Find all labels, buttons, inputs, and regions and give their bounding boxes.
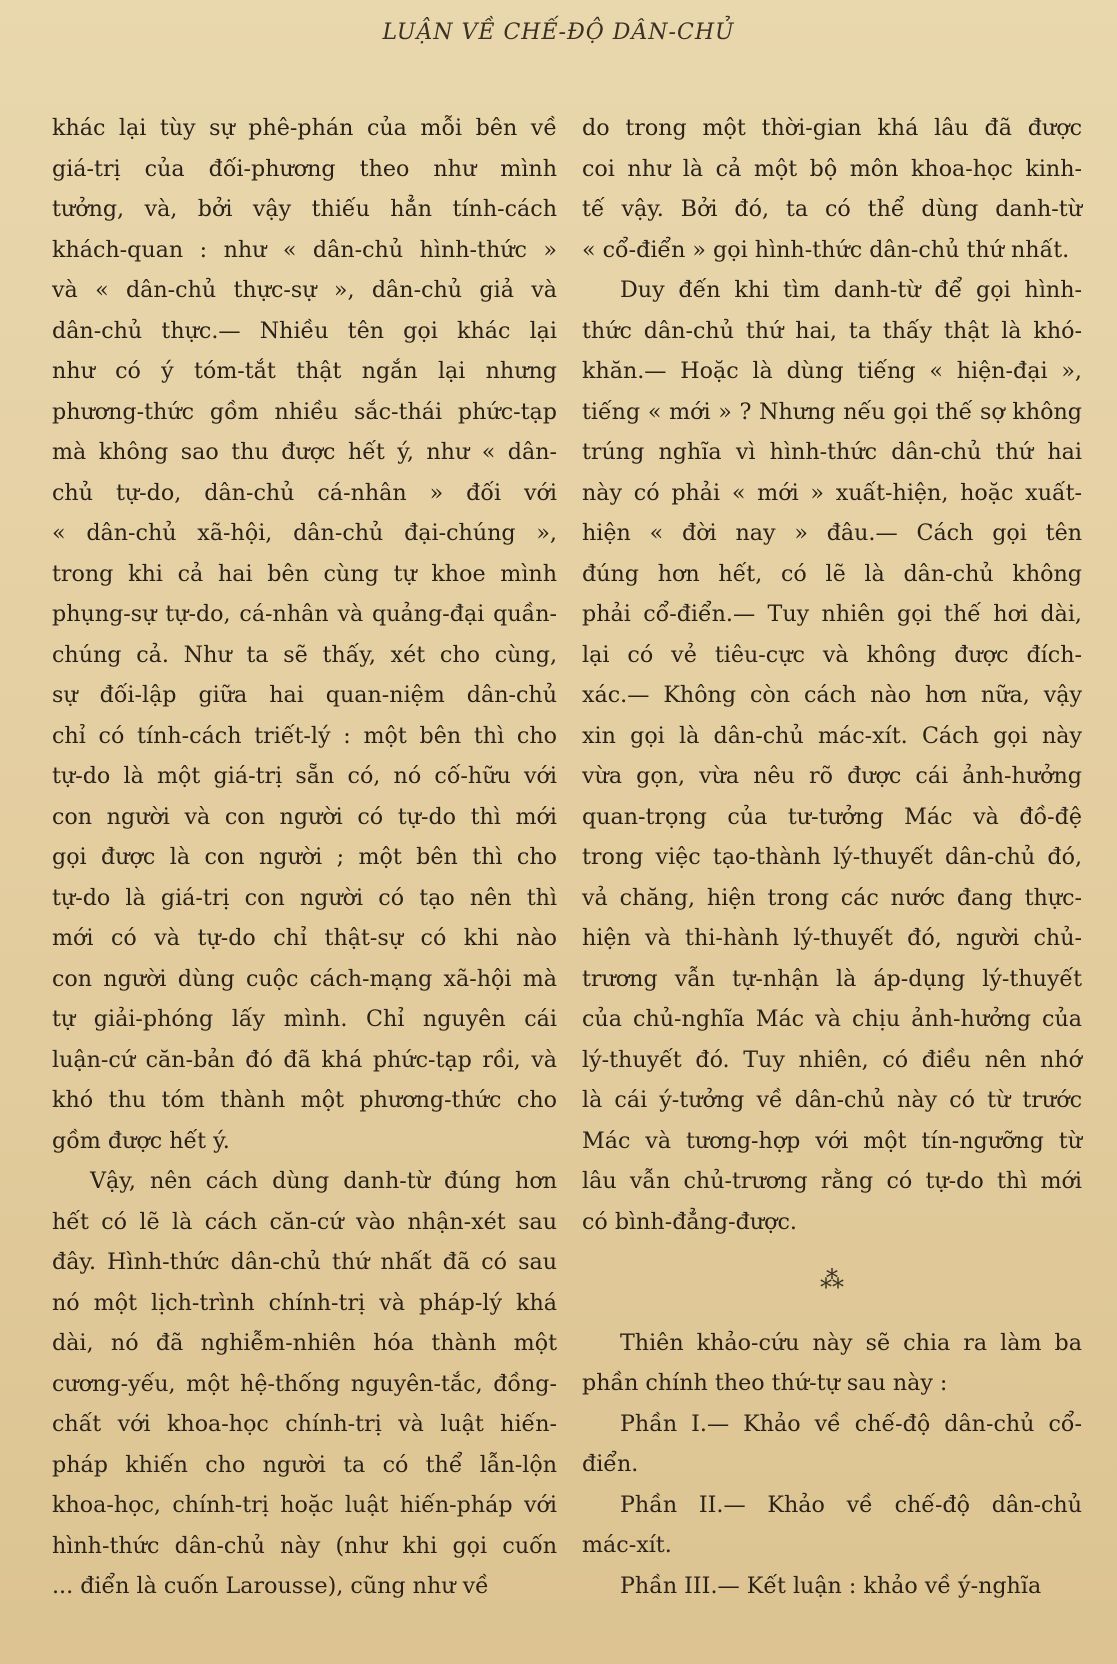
left-column-line: Vậy, nên cách dùng danh-từ đúng hơn bbox=[90, 1168, 557, 1194]
right-column-line: thức dân-chủ thứ hai, ta thấy thật là khó- bbox=[582, 317, 1082, 344]
left-column-line: phụng-sự tự-do, cá-nhân và quảng-đại quần- bbox=[52, 601, 557, 627]
left-column-line: khoa-học, chính-trị hoặc luật hiến-pháp với bbox=[52, 1492, 557, 1518]
left-column-line: hết có lẽ là cách căn-cứ vào nhận-xét sau bbox=[52, 1208, 557, 1235]
left-column-line: và « dân-chủ thực-sự », dân-chủ giả và bbox=[52, 277, 557, 303]
left-column-line: nó một lịch-trình chính-trị và pháp-lý khá bbox=[52, 1289, 557, 1316]
left-column-line: đây. Hình-thức dân-chủ thứ nhất đã có sau bbox=[52, 1249, 557, 1275]
left-column-line: « dân-chủ xã-hội, dân-chủ đại-chúng », bbox=[52, 520, 557, 546]
left-column-line: khác lại tùy sự phê-phán của mỗi bên về bbox=[52, 115, 557, 141]
left-column-line: khó thu tóm thành một phương-thức cho bbox=[52, 1087, 557, 1113]
left-column-line: giá-trị của đối-phương theo như mình bbox=[52, 155, 557, 182]
right-column-line: xin gọi là dân-chủ mác-xít. Cách gọi này bbox=[582, 722, 1082, 749]
left-column-line: ... điển là cuốn Larousse), cũng như về bbox=[52, 1573, 489, 1599]
running-title: LUẬN VỀ CHẾ-ĐỘ DÂN-CHỦ bbox=[382, 20, 735, 45]
plan-section-line: Phần I.— Khảo về chế-độ dân-chủ cổ- bbox=[620, 1410, 1082, 1437]
left-column-line: tự-do là giá-trị con người có tạo nên thì bbox=[52, 884, 557, 911]
right-column-body bbox=[582, 108, 1082, 1242]
right-column-line: vả chăng, hiện trong các nước đang thực- bbox=[582, 884, 1082, 911]
right-column-line: Duy đến khi tìm danh-từ để gọi hình- bbox=[620, 277, 1082, 303]
right-column bbox=[582, 108, 1082, 1606]
left-column-line: mới có và tự-do chỉ thật-sự có khi nào bbox=[52, 925, 557, 951]
right-column-line: hiện « đời nay » đâu.— Cách gọi tên bbox=[582, 520, 1082, 546]
left-column bbox=[52, 108, 557, 1607]
left-column-line: phương-thức gồm nhiều sắc-thái phức-tạp bbox=[52, 398, 557, 425]
left-column-line: tự giải-phóng lấy mình. Chỉ nguyên cái bbox=[52, 1006, 557, 1032]
left-column-line: chủ tự-do, dân-chủ cá-nhân » đối với bbox=[52, 479, 557, 506]
section-ornament: ⁂ bbox=[820, 1266, 844, 1294]
left-column-line: cương-yếu, một hệ-thống nguyên-tắc, đồng- bbox=[52, 1370, 557, 1397]
left-column-line: dân-chủ thực.— Nhiều tên gọi khác lại bbox=[52, 317, 557, 344]
right-column-line: lý-thuyết đó. Tuy nhiên, có điều nên nhớ bbox=[582, 1046, 1082, 1073]
right-column-line: « cổ-điển » gọi hình-thức dân-chủ thứ nhất. bbox=[582, 236, 1070, 263]
plan-section-line: Thiên khảo-cứu này sẽ chia ra làm ba bbox=[620, 1329, 1082, 1356]
right-column-line: quan-trọng của tư-tưởng Mác và đồ-đệ bbox=[582, 803, 1082, 830]
left-column-line: hình-thức dân-chủ này (như khi gọi cuốn bbox=[52, 1532, 557, 1559]
left-column-line: gồm được hết ý. bbox=[52, 1127, 230, 1154]
left-column-line: chất với khoa-học chính-trị và luật hiến- bbox=[52, 1411, 557, 1437]
left-column-line: con người dùng cuộc cách-mạng xã-hội mà bbox=[52, 965, 557, 992]
plan-section-line: Phần III.— Kết luận : khảo về ý-nghĩa bbox=[620, 1572, 1042, 1599]
left-column-line: tự-do là một giá-trị sẵn có, nó cố-hữu với bbox=[52, 763, 557, 789]
left-column-line: gọi được là con người ; một bên thì cho bbox=[52, 844, 557, 870]
right-column-line: phải cổ-điển.— Tuy nhiên gọi thế hơi dài, bbox=[582, 601, 1082, 627]
right-column-line: Mác và tương-hợp với một tín-ngưỡng từ bbox=[582, 1127, 1082, 1154]
right-column-line: xác.— Không còn cách nào hơn nữa, vậy bbox=[582, 682, 1082, 708]
right-column-line: lâu vẫn chủ-trương rằng có tự-do thì mới bbox=[582, 1168, 1082, 1194]
right-column-line: tế vậy. Bởi đó, ta có thể dùng danh-từ bbox=[582, 196, 1082, 222]
left-column-line: như có ý tóm-tắt thật ngắn lại nhưng bbox=[52, 358, 557, 384]
right-column-line: khăn.— Hoặc là dùng tiếng « hiện-đại », bbox=[582, 358, 1082, 384]
right-column-line: tiếng « mới » ? Nhưng nếu gọi thế sợ không bbox=[582, 398, 1082, 425]
left-column-line: khách-quan : như « dân-chủ hình-thức » bbox=[52, 236, 557, 263]
left-column-line: dài, nó đã nghiễm-nhiên hóa thành một bbox=[52, 1330, 557, 1356]
right-column-line: do trong một thời-gian khá lâu đã được bbox=[582, 115, 1082, 141]
right-column-line: có bình-đẳng-được. bbox=[582, 1208, 797, 1235]
right-column-line: vừa gọn, vừa nêu rõ được cái ảnh-hưởng bbox=[582, 763, 1082, 789]
left-column-line: tưởng, và, bởi vậy thiếu hẳn tính-cách bbox=[52, 196, 557, 222]
left-column-line: sự đối-lập giữa hai quan-niệm dân-chủ bbox=[52, 682, 557, 708]
plan-section bbox=[582, 1323, 1082, 1607]
left-column-line: mà không sao thu được hết ý, như « dân- bbox=[52, 439, 557, 465]
plan-section-line: Phần II.— Khảo về chế-độ dân-chủ bbox=[620, 1491, 1082, 1518]
left-column-line: con người và con người có tự-do thì mới bbox=[52, 803, 557, 830]
right-column-line: là cái ý-tưởng về dân-chủ này có từ trước bbox=[582, 1087, 1082, 1113]
left-column-line: luận-cứ căn-bản đó đã khá phức-tạp rồi, và bbox=[52, 1046, 557, 1073]
plan-section-line: phần chính theo thứ-tự sau này : bbox=[582, 1370, 948, 1396]
right-column-line: trương vẫn tự-nhận là áp-dụng lý-thuyết bbox=[582, 965, 1082, 992]
right-column-line: lại có vẻ tiêu-cực và không được đích- bbox=[582, 641, 1082, 668]
right-column-line: của chủ-nghĩa Mác và chịu ảnh-hưởng của bbox=[582, 1006, 1082, 1032]
left-column-line: chúng cả. Như ta sẽ thấy, xét cho cùng, bbox=[52, 641, 557, 668]
right-column-line: coi như là cả một bộ môn khoa-học kinh- bbox=[582, 155, 1082, 182]
left-column-line: chỉ có tính-cách triết-lý : một bên thì cho bbox=[52, 722, 557, 749]
right-column-line: trúng nghĩa vì hình-thức dân-chủ thứ hai bbox=[582, 439, 1082, 465]
left-column-line: trong khi cả hai bên cùng tự khoe mình bbox=[52, 560, 557, 587]
right-column-line: đúng hơn hết, có lẽ là dân-chủ không bbox=[582, 560, 1082, 587]
left-column-line: pháp khiến cho người ta có thể lẫn-lộn bbox=[52, 1451, 557, 1478]
right-column-line: trong việc tạo-thành lý-thuyết dân-chủ đó, bbox=[582, 844, 1082, 870]
right-column-line: này có phải « mới » xuất-hiện, hoặc xuất- bbox=[582, 479, 1082, 506]
plan-section-line: điển. bbox=[582, 1451, 639, 1477]
right-column-line: hiện và thi-hành lý-thuyết đó, người chủ- bbox=[582, 925, 1082, 951]
plan-section-line: mác-xít. bbox=[582, 1532, 672, 1558]
